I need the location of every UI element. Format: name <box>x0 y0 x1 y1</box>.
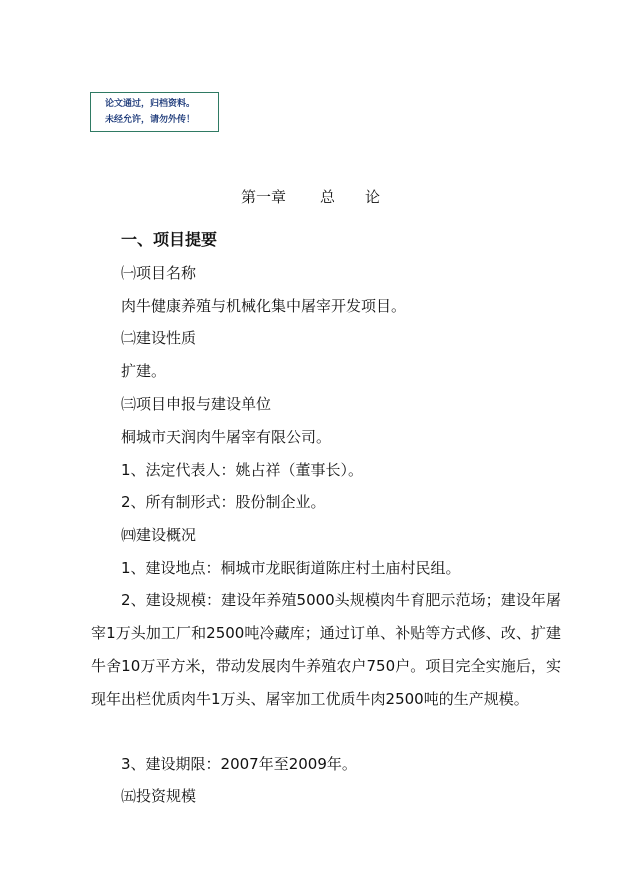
chapter-number: 第一章 <box>240 188 286 206</box>
subsection-heading-investment: ㈤投资规模 <box>121 787 197 805</box>
chapter-title-part-1: 总 <box>319 188 335 206</box>
stamp-line-2: 未经允许，请勿外传！ <box>105 115 196 125</box>
watermark-stamp <box>90 92 219 132</box>
stamp-line-1: 论文通过，归档资料。 <box>105 99 196 109</box>
section-heading: 一、项目提要 <box>121 230 218 249</box>
subsection-heading-unit: ㈢项目申报与建设单位 <box>121 395 272 413</box>
legal-representative: 1、法定代表人：姚占祥（董事长）。 <box>121 461 364 479</box>
ownership-form: 2、所有制形式：股份制企业。 <box>121 493 326 511</box>
chapter-title-part-2: 论 <box>365 188 381 206</box>
subsection-heading-overview: ㈣建设概况 <box>121 526 197 544</box>
subsection-heading-project-name: ㈠项目名称 <box>121 264 197 282</box>
unit-text: 桐城市天润肉牛屠宰有限公司。 <box>121 428 332 446</box>
construction-period: 3、建设期限：2007年至2009年。 <box>121 755 357 773</box>
project-name-text: 肉牛健康养殖与机械化集中屠宰开发项目。 <box>121 297 407 315</box>
nature-text: 扩建。 <box>121 362 167 380</box>
subsection-heading-nature: ㈡建设性质 <box>121 329 197 347</box>
chapter-title <box>0 186 621 208</box>
construction-location: 1、建设地点：桐城市龙眠街道陈庄村土庙村民组。 <box>121 559 461 577</box>
construction-scale: 2、建设规模：建设年养殖5000头规模肉牛育肥示范场；建设年屠宰1万头加工厂和2500吨冷藏库；通过订单、补贴等方式修、改、扩建牛舍10万平方米，带动发展肉牛养殖农户750户。项目完全实施后，实现年出栏优质肉牛1万头、屠宰加工优质牛肉2500吨的生产规模。 <box>91 591 561 708</box>
